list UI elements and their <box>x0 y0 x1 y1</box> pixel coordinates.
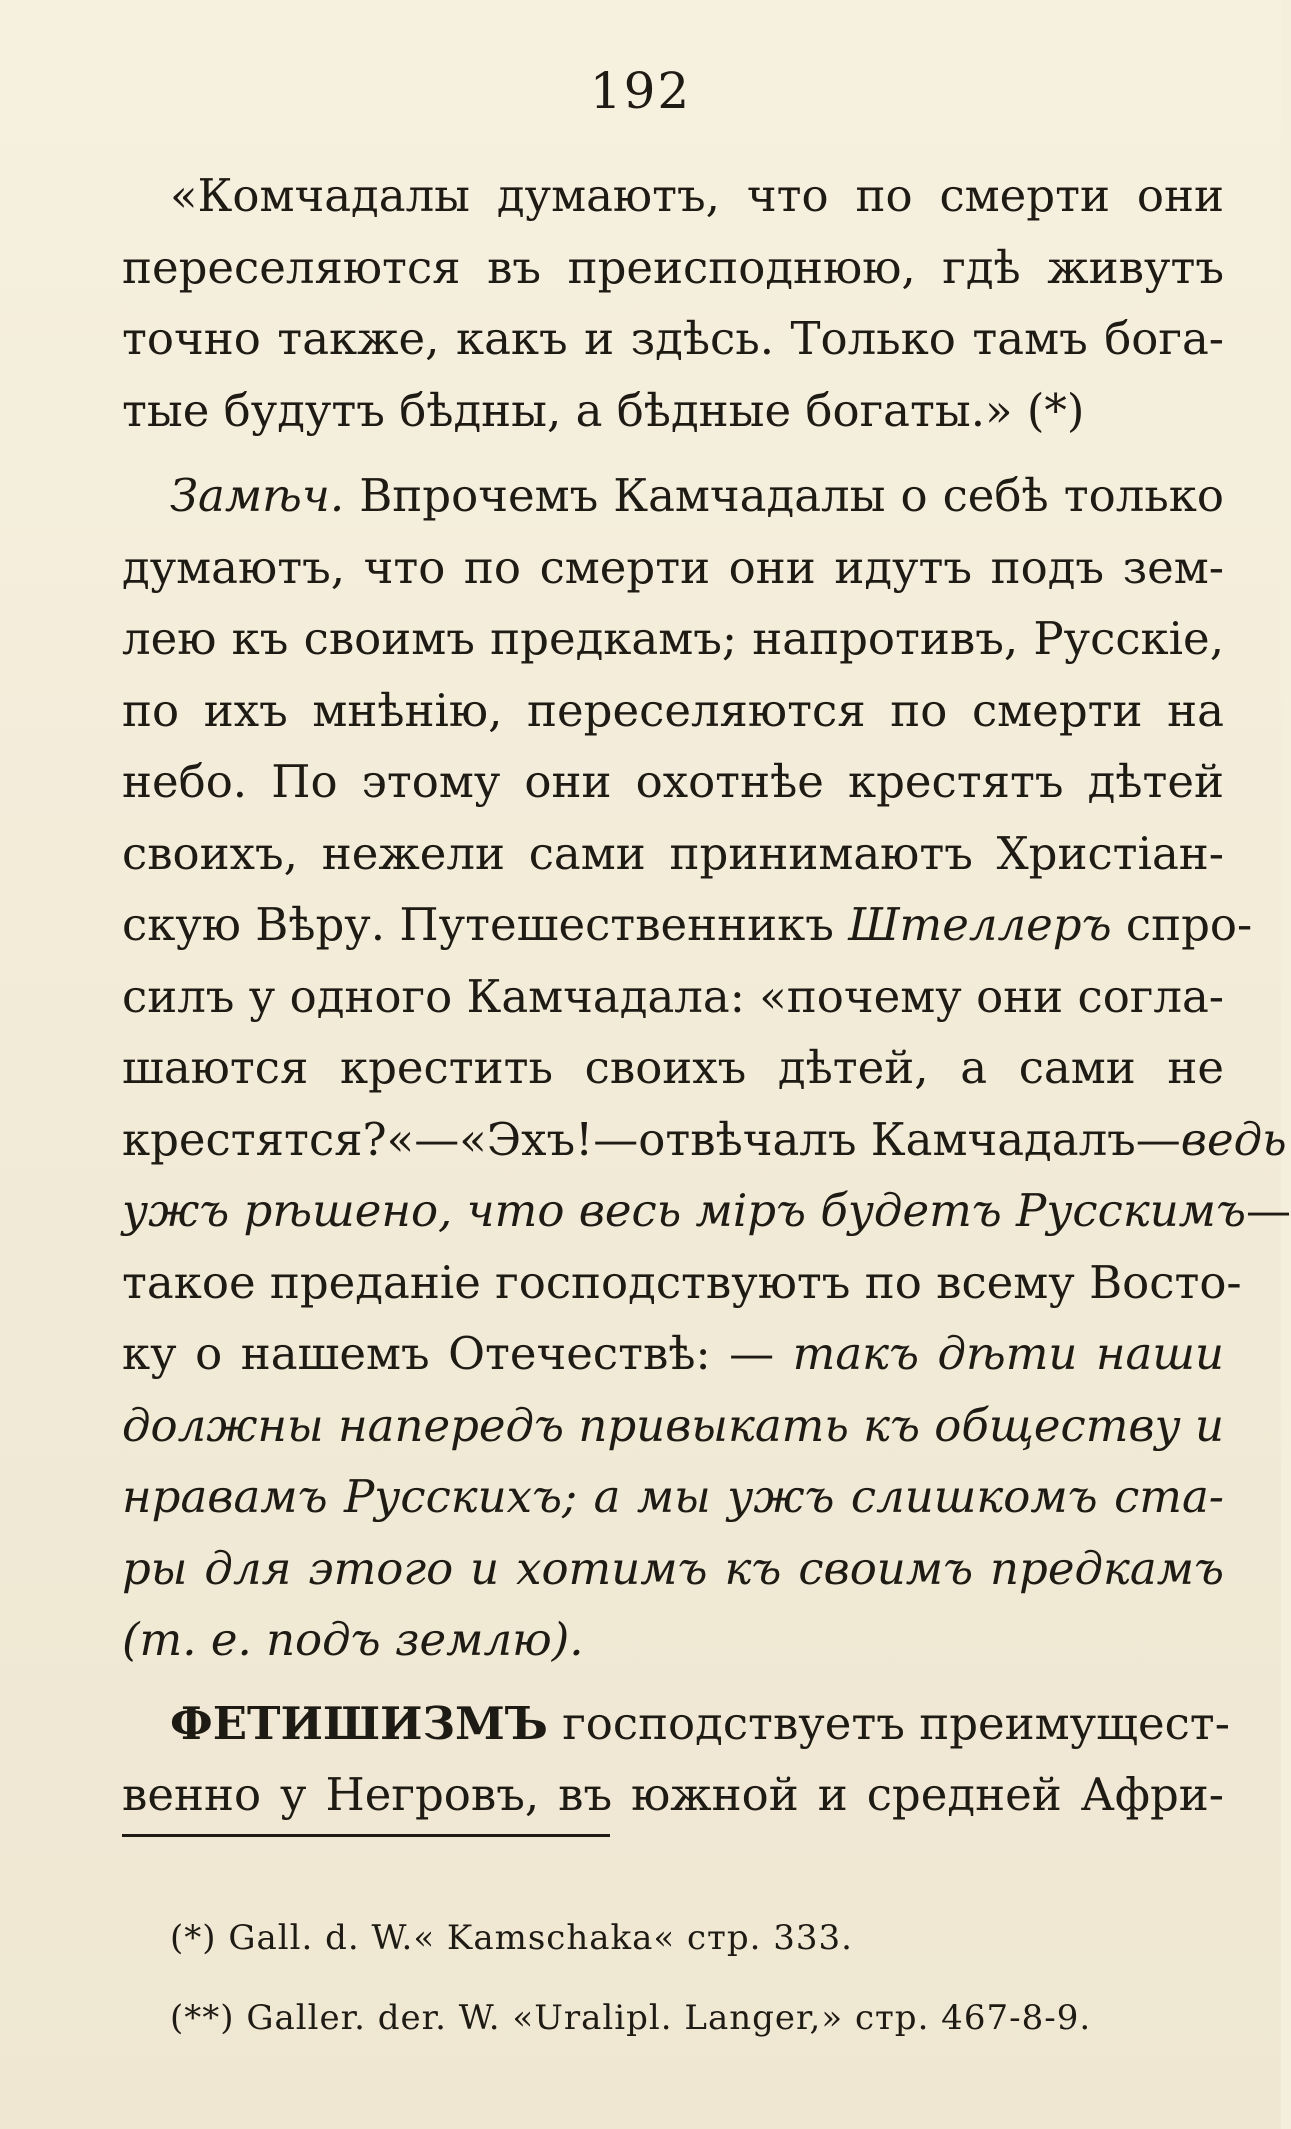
text-line: должны напередъ привыкать къ обществу и <box>122 1398 1224 1452</box>
name-italic: Штеллеръ <box>848 898 1112 951</box>
paragraph-gap <box>122 1676 1224 1688</box>
text-line: своихъ, нежели сами принимаютъ Христіан- <box>122 826 1224 880</box>
text-segment: скую Вѣру. Путешественникъ <box>122 898 849 951</box>
text-line: тые будутъ бѣдны, а бѣдные богаты.» (*) <box>122 383 1085 437</box>
text-line: переселяются въ преисподнюю, гдѣ живутъ <box>122 240 1224 294</box>
text-line <box>122 1688 1230 1760</box>
text-line: по ихъ мнѣнію, переселяются по смерти на <box>122 683 1224 737</box>
text-line: ры для этого и хотимъ къ своимъ предкамъ <box>122 1541 1224 1595</box>
footnote: (**) Galler. der. W. «Uralipl. Langer,» стр. 467-8-9. <box>170 1998 1092 2038</box>
text-line: такое преданіе господствуютъ по всему Восто- <box>122 1255 1242 1309</box>
text-line <box>122 1175 1291 1247</box>
text-line <box>122 889 1253 961</box>
text-segment: спро- <box>1111 898 1253 951</box>
text-line: силъ у одного Камчадала: «почему они согла- <box>122 969 1224 1023</box>
footnote: (*) Gall. d. W.« Kamschaka« стр. 333. <box>170 1918 853 1958</box>
text-line <box>122 460 1224 532</box>
text-line: «Комчадалы думаютъ, что по смерти они <box>170 169 1224 222</box>
text-line <box>122 1104 1287 1176</box>
body-text <box>122 160 1291 1831</box>
text-line: лею къ своимъ предкамъ; напротивъ, Русскіе, <box>122 612 1224 665</box>
text-segment: крестятся?«—«Эхъ!—отвѣчалъ Камчадалъ— <box>122 1112 1181 1166</box>
text-line: (т. е. подъ землю). <box>122 1613 584 1666</box>
text-line <box>122 1318 1224 1390</box>
page-number: 192 <box>589 62 692 120</box>
text-line: точно также, какъ и здѣсь. Только тамъ бога- <box>122 312 1224 365</box>
text-line: думаютъ, что по смерти они идутъ подъ зем- <box>122 540 1224 594</box>
quote-italic: такъ дѣти наши <box>792 1327 1224 1380</box>
section-term: ФЕТИШИЗМЪ <box>170 1696 548 1750</box>
text-segment: — <box>1246 1184 1291 1237</box>
footnote-divider <box>122 1834 610 1837</box>
text-segment: Впрочемъ Камчадалы о себѣ только <box>359 469 1224 522</box>
footnotes <box>170 1898 1230 2058</box>
text-line: венно у Негровъ, въ южной и средней Афри- <box>122 1768 1224 1821</box>
quote-italic: ужъ рѣшено, что весь міръ будетъ Русскимъ <box>122 1184 1246 1237</box>
text-segment: господствуетъ преимущест- <box>547 1696 1230 1750</box>
text-segment: ку о нашемъ Отечествѣ: — <box>122 1327 793 1380</box>
paragraph-gap <box>122 446 1224 460</box>
text-line: небо. По этому они охотнѣе крестятъ дѣтей <box>122 755 1224 808</box>
note-marker: Замѣч. <box>170 469 345 522</box>
quote-italic: ведь <box>1180 1112 1287 1166</box>
text-line: нравамъ Русскихъ; а мы ужъ слишкомъ ста- <box>122 1470 1224 1523</box>
text-line: шаются крестить своихъ дѣтей, а сами не <box>122 1041 1224 1094</box>
